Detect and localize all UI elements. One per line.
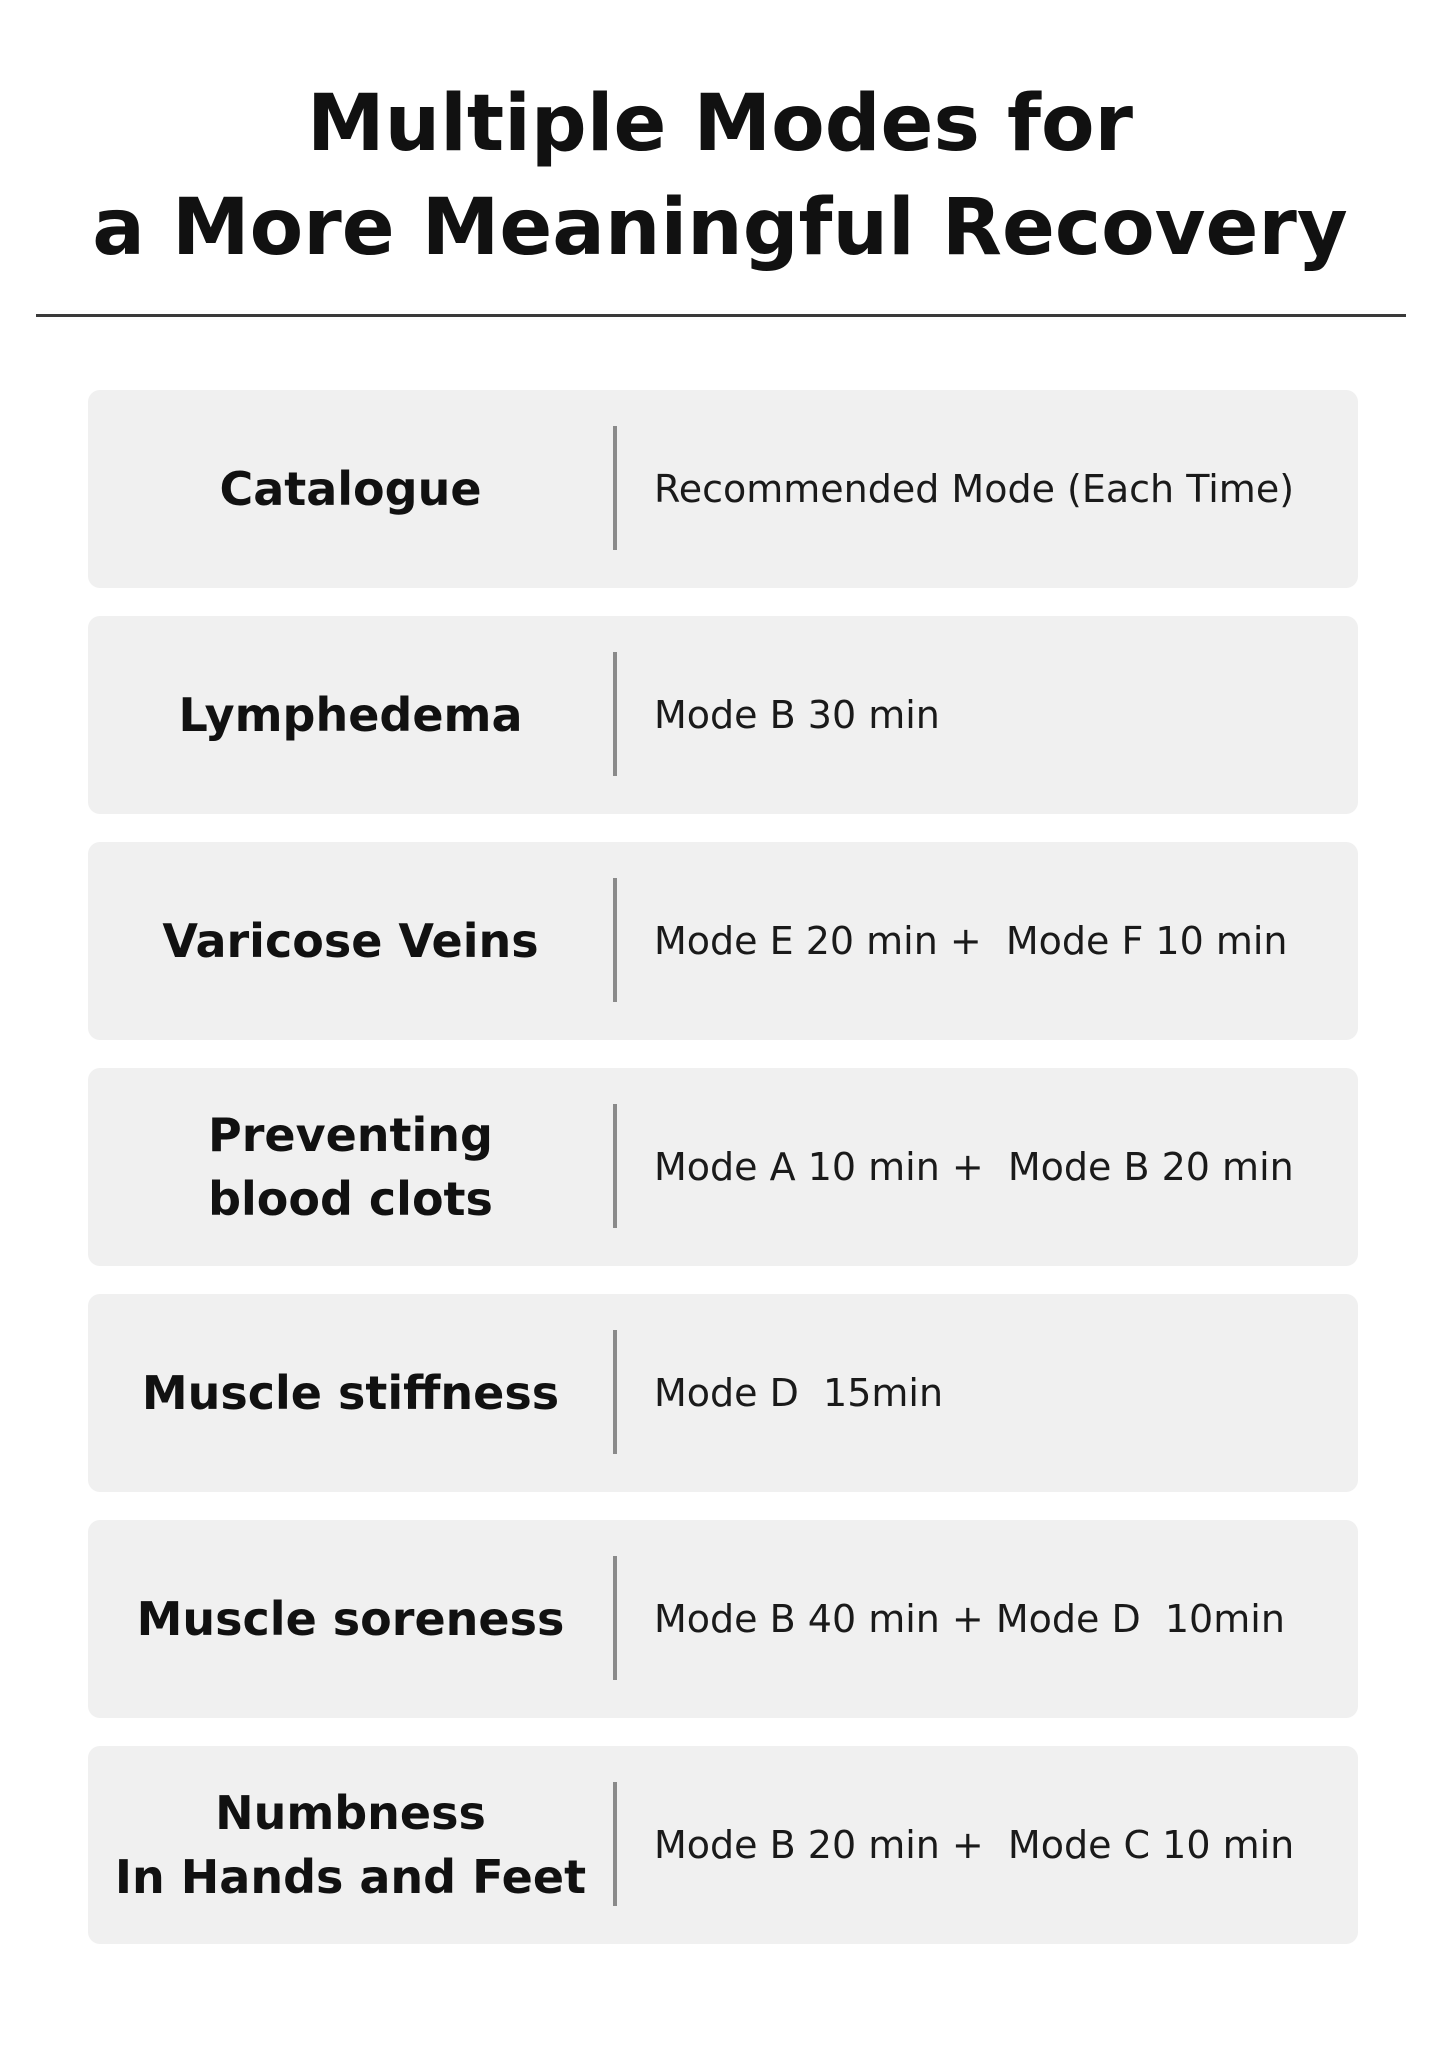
modes-table <box>88 390 1358 1944</box>
column-divider <box>613 878 617 1002</box>
mode-cell: Mode B 30 min <box>654 693 940 737</box>
table-row <box>88 616 1358 814</box>
category-cell: Varicose Veins <box>162 914 539 968</box>
category-cell: Muscle stiffness <box>141 1366 560 1420</box>
table-row <box>88 1520 1358 1718</box>
table-row <box>88 1068 1358 1266</box>
mode-cell: Mode E 20 min + Mode F 10 min <box>654 919 1288 963</box>
title-line-2: a More Meaningful Recovery <box>92 183 1348 273</box>
mode-cell: Mode A 10 min + Mode B 20 min <box>654 1145 1294 1189</box>
column-divider <box>613 1104 617 1228</box>
column-divider <box>613 1782 617 1906</box>
title-line-1: Multiple Modes for <box>306 79 1134 169</box>
mode-cell: Mode B 40 min + Mode D 10min <box>654 1597 1285 1641</box>
column-divider <box>613 1556 617 1680</box>
category-cell: Numbness In Hands and Feet <box>114 1786 587 1904</box>
category-cell: Lymphedema <box>178 688 523 742</box>
title-divider <box>36 314 1406 317</box>
table-header-row <box>88 390 1358 588</box>
table-row <box>88 842 1358 1040</box>
table-row <box>88 1294 1358 1492</box>
column-divider <box>613 1330 617 1454</box>
mode-header: Recommended Mode (Each Time) <box>654 467 1295 511</box>
category-cell: Preventing blood clots <box>208 1108 493 1226</box>
category-header: Catalogue <box>219 462 482 516</box>
category-cell: Muscle soreness <box>136 1592 565 1646</box>
column-divider <box>613 652 617 776</box>
page-title <box>0 72 1440 280</box>
table-row <box>88 1746 1358 1944</box>
mode-cell: Mode B 20 min + Mode C 10 min <box>654 1823 1295 1867</box>
mode-cell: Mode D 15min <box>654 1371 944 1415</box>
column-divider <box>613 426 617 550</box>
